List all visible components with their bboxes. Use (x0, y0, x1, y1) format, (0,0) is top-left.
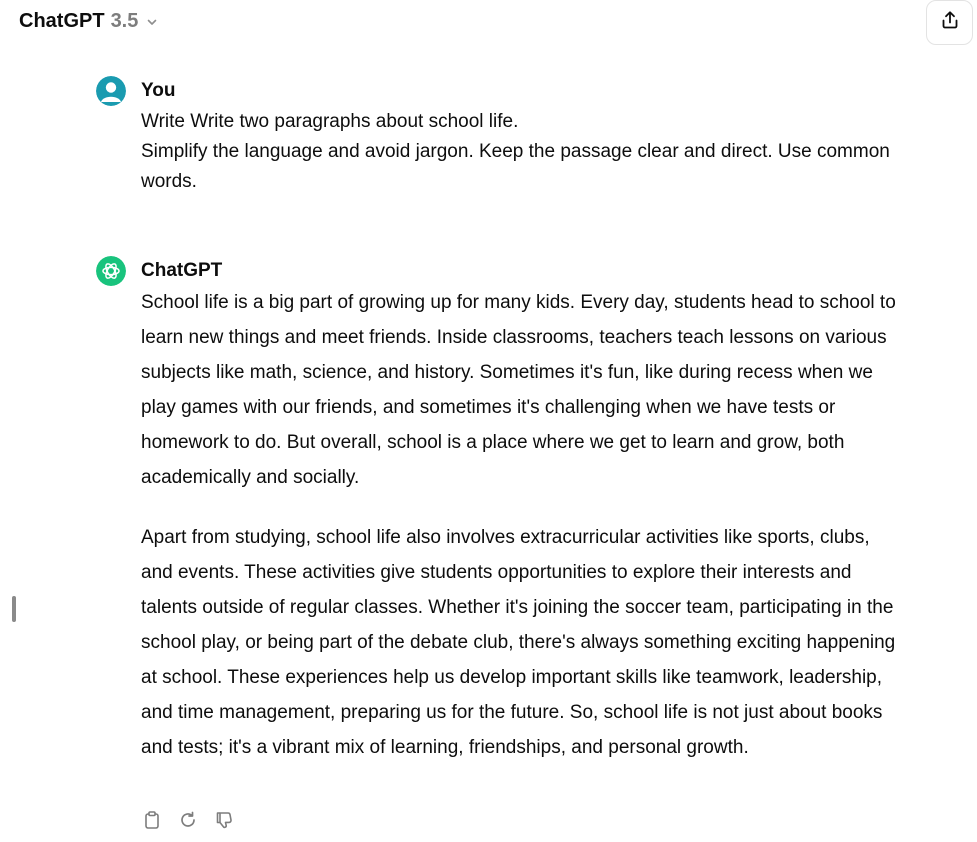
chevron-down-icon (146, 16, 158, 28)
thumbs-down-icon (214, 810, 234, 835)
assistant-avatar (96, 256, 126, 286)
model-name: ChatGPT (19, 10, 105, 32)
model-selector[interactable] (19, 10, 158, 33)
user-avatar (96, 76, 126, 106)
assistant-message-text (141, 285, 901, 765)
message-author: You (141, 80, 176, 101)
copy-button[interactable] (140, 810, 164, 834)
user-message-text (141, 107, 901, 197)
model-version: 3.5 (110, 10, 139, 32)
share-icon (940, 10, 960, 35)
user-message-line: Write Write two paragraphs about school life. (141, 111, 519, 132)
assistant-paragraph: Apart from studying, school life also involves extracurricular activities like sports, clubs, and events. These activities give students opportunities to explore their interests and talents outside of regular classes. Whether it's joining the soccer team, participating in the school play, or being part of the debate club, there's always something exciting happening at school. These experiences help us develop important skills like teamwork, leadership, and time management, preparing us for the future. So, school life is not just about books and tests; it's a vibrant mix of learning, friendships, and personal growth. (141, 527, 896, 758)
message-author: ChatGPT (141, 260, 223, 281)
message-actions (140, 810, 236, 834)
regenerate-icon (178, 810, 198, 835)
thumbs-down-button[interactable] (212, 810, 236, 834)
share-button[interactable] (926, 0, 973, 45)
copy-icon (142, 810, 162, 835)
assistant-paragraph: School life is a big part of growing up for many kids. Every day, students head to school to learn new things and meet friends. Inside classrooms, teachers teach lessons on various subjects like math, science, and history. Sometimes it's fun, like during recess when we play games with our friends, and sometimes it's challenging when we have tests or homework to do. But overall, school is a place where we get to learn and grow, both academically and socially. (141, 292, 896, 488)
regenerate-button[interactable] (176, 810, 200, 834)
user-message-line: Simplify the language and avoid jargon. Keep the passage clear and direct. Use common words. (141, 141, 890, 192)
scroll-indicator (12, 596, 16, 622)
